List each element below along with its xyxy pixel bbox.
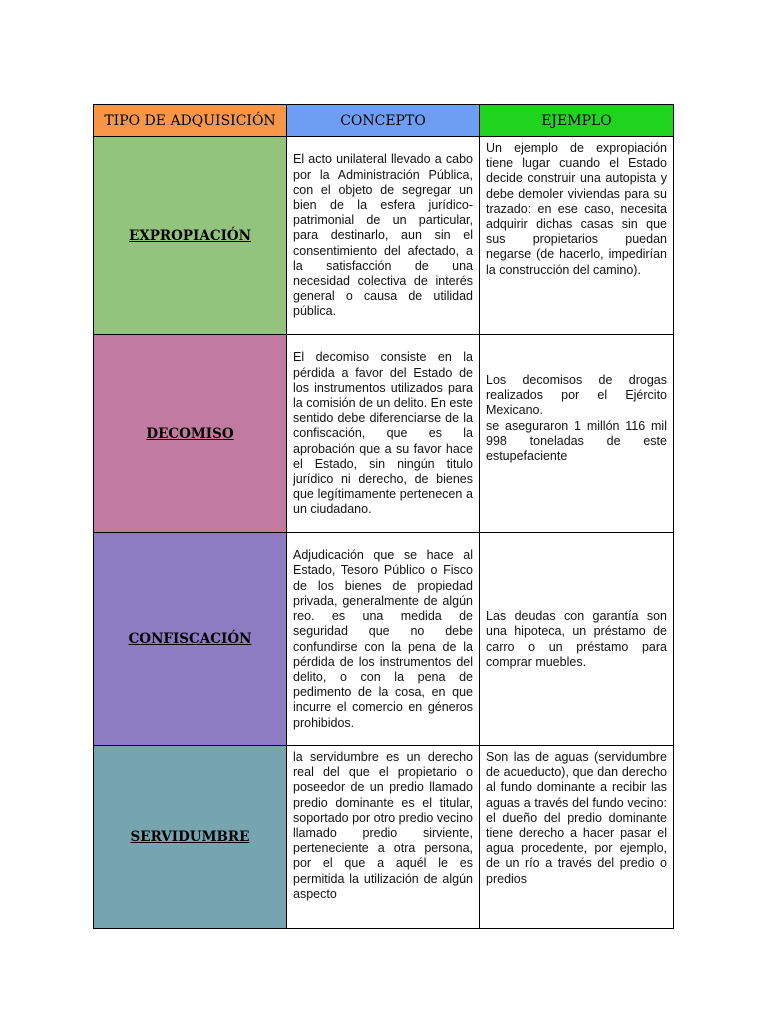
example-text: Son las de aguas (servidumbre de acueducto), que dan derecho al fundo dominante a recibir las aguas a través del fundo vecino: el dueño del predio dominante tiene derecho a hacer pasar el agua procedente, por ejemplo, de un río a través del predio o predios — [486, 750, 667, 886]
header-example: EJEMPLO — [480, 105, 674, 137]
concept-cell: El acto unilateral llevado a cabo por la Administración Pública, con el objeto de segregar un bien de la esfera jurídico-patrimonial de un particular, para destinarlo, aun sin el consentimiento del afectado, a la satisfacción de una necesidad colectiva de interés general o causa de utilidad pública. — [287, 137, 480, 335]
type-label: DECOMISO — [146, 425, 234, 442]
example-cell: Las deudas con garantía son una hipoteca, un préstamo de carro o un préstamo para comprar muebles. — [480, 533, 674, 746]
type-label: SERVIDUMBRE — [130, 829, 250, 845]
type-label: EXPROPIACIÓN — [129, 227, 251, 244]
concept-cell: Adjudicación que se hace al Estado, Tesoro Público o Fisco de los bienes de propiedad privada, generalmente de algún reo. es una medida de seguridad que no debe confundirse con la pena de la pérdida de los instrumentos del delito, o con la pena de pedimento de la cosa, en que incurre el comercio en géneros prohibidos. — [287, 533, 480, 746]
concept-cell: El decomiso consiste en la pérdida a favor del Estado de los instrumentos utilizados para la comisión de un delito. En este sentido debe diferenciarse de la confiscación, que es la aprobación que a su favor hace el Estado, sin ningún titulo jurídico ni derecho, de bienes que legítimamente pertenecen a un ciudadano. — [287, 335, 480, 533]
type-cell-servidumbre — [94, 746, 287, 929]
concept-text: la servidumbre es un derecho real del que el propietario o poseedor de un predio llamado predio dominante es el titular, soportado por otro predio vecino llamado predio sirviente, perteneciente a otra persona, por el que a aquél le es permitida la utilización de algún aspecto — [293, 750, 473, 901]
table-row — [94, 137, 674, 335]
concept-cell — [287, 746, 480, 929]
example-line: se aseguraron 1 millón 116 mil 998 toneladas de este estupefaciente — [486, 418, 667, 464]
header-row — [94, 105, 674, 137]
header-type: TIPO DE ADQUISICIÓN — [94, 105, 287, 137]
example-cell: Un ejemplo de expropiación tiene lugar cuando el Estado decide construir una autopista y debe demoler viviendas para su trazado: en ese caso, necesita adquirir dichas casas sin que sus propietarios puedan negarse (de hacerlo, impedirían la construcción del camino). — [480, 137, 674, 335]
type-cell-confiscacion — [94, 533, 287, 746]
example-line: Los decomisos de drogas realizados por el Ejército Mexicano. — [486, 373, 667, 418]
acquisition-types-table — [93, 104, 674, 929]
table-row — [94, 335, 674, 533]
type-label: CONFISCACIÓN — [128, 631, 252, 647]
type-cell-expropiacion — [94, 137, 287, 335]
header-concept: CONCEPTO — [287, 105, 480, 137]
table-row — [94, 746, 674, 929]
table-row — [94, 533, 674, 746]
type-cell-decomiso — [94, 335, 287, 533]
example-cell — [480, 746, 674, 929]
example-cell — [480, 335, 674, 533]
